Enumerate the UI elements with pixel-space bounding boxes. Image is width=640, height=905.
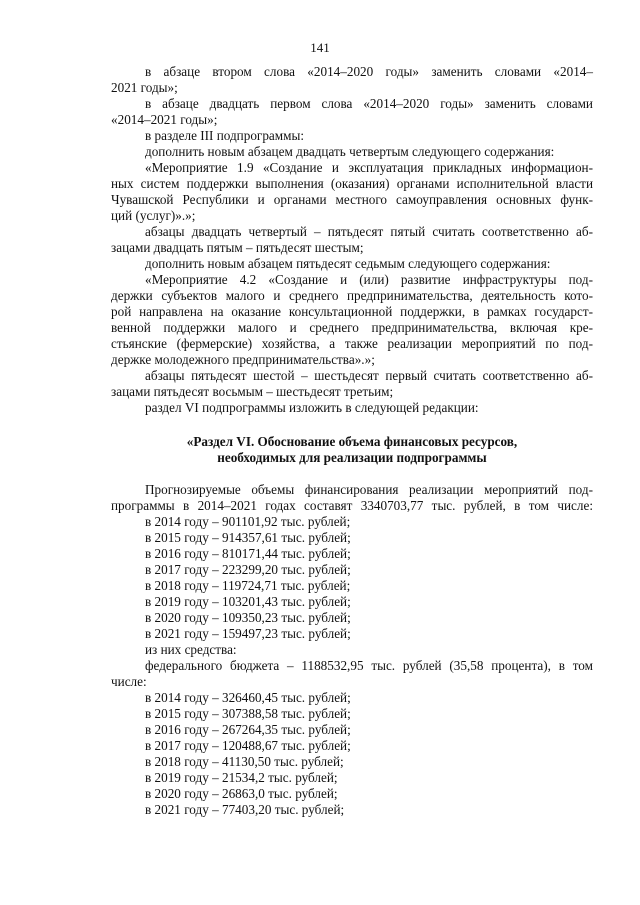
paragraph-line: 2021 годы»;: [111, 80, 178, 95]
body-line: программы в 2014–2021 годах составят 3340703,77 тыс. рублей, в том числе:: [111, 498, 593, 513]
year-amount-line: в 2018 году – 119724,71 тыс. рублей;: [145, 578, 351, 593]
paragraph-line: ных систем поддержки выполнения (оказания) органами исполнительной власти: [111, 176, 593, 191]
year-amount-line: в 2019 году – 103201,43 тыс. рублей;: [145, 594, 351, 609]
paragraph-line: раздел VI подпрограммы изложить в следующей редакции:: [145, 400, 479, 415]
section-heading-line-1: «Раздел VI. Обоснование объема финансовых ресурсов,: [186, 434, 518, 449]
body-line: федерального бюджета – 1188532,95 тыс. рублей (35,58 процента), в том: [145, 658, 593, 673]
year-amount-line: в 2021 году – 159497,23 тыс. рублей;: [145, 626, 351, 641]
year-amount-line: в 2021 году – 77403,20 тыс. рублей;: [145, 802, 345, 817]
paragraph-line: «Мероприятие 1.9 «Создание и эксплуатация прикладных информацион-: [145, 160, 593, 175]
paragraph-line: Чувашской Республики и органами местного самоуправления основных функ-: [111, 192, 593, 207]
body-line: числе:: [111, 674, 147, 689]
year-amount-line: в 2017 году – 120488,67 тыс. рублей;: [145, 738, 351, 753]
paragraph-line: дополнить новым абзацем двадцать четвертым следующего содержания:: [145, 144, 555, 159]
year-amount-line: в 2016 году – 810171,44 тыс. рублей;: [145, 546, 351, 561]
paragraph-line: в абзаце двадцать первом слова «2014–2020 годы» заменить словами: [145, 96, 593, 111]
year-amount-line: в 2015 году – 307388,58 тыс. рублей;: [145, 706, 351, 721]
paragraph-line: зацами двадцать пятым – пятьдесят шестым;: [111, 240, 364, 255]
paragraph-line: рой направлена на оказание консультационной поддержки, в рамках государст-: [111, 304, 593, 319]
year-amount-line: в 2015 году – 914357,61 тыс. рублей;: [145, 530, 351, 545]
paragraph-line: «Мероприятие 4.2 «Создание и (или) развитие инфраструктуры под-: [145, 272, 593, 287]
paragraph-line: держки субъектов малого и среднего предпринимательства, деятельность кото-: [111, 288, 593, 303]
year-amount-line: в 2020 году – 26863,0 тыс. рублей;: [145, 786, 338, 801]
body-line: из них средства:: [145, 642, 237, 657]
paragraph-line: «2014–2021 годы»;: [111, 112, 218, 127]
year-amount-line: в 2019 году – 21534,2 тыс. рублей;: [145, 770, 338, 785]
paragraph-line: в абзаце втором слова «2014–2020 годы» заменить словами «2014–: [145, 64, 593, 79]
paragraph-line: зацами пятьдесят восьмым – шестьдесят третьим;: [111, 384, 394, 399]
section-heading-line-2: необходимых для реализации подпрограммы: [217, 450, 487, 465]
paragraph-line: стьянские (фермерские) хозяйства, а также реализации мероприятий по под-: [111, 336, 593, 351]
paragraph-line: абзацы двадцать четвертый – пятьдесят пятый считать соответственно аб-: [145, 224, 593, 239]
paragraph-line: дополнить новым абзацем пятьдесят седьмым следующего содержания:: [145, 256, 551, 271]
paragraph-line: в разделе III подпрограммы:: [145, 128, 305, 143]
paragraph-line: ций (услуг)».»;: [111, 208, 196, 223]
year-amount-line: в 2014 году – 326460,45 тыс. рублей;: [145, 690, 351, 705]
year-amount-line: в 2020 году – 109350,23 тыс. рублей;: [145, 610, 351, 625]
body-line: Прогнозируемые объемы финансирования реализации мероприятий под-: [145, 482, 593, 497]
year-amount-line: в 2017 году – 223299,20 тыс. рублей;: [145, 562, 351, 577]
paragraph-line: держке молодежного предпринимательства».»;: [111, 352, 375, 367]
year-amount-line: в 2018 году – 41130,50 тыс. рублей;: [145, 754, 344, 769]
year-amount-line: в 2014 году – 901101,92 тыс. рублей;: [145, 514, 351, 529]
paragraph-line: венной поддержки малого и среднего предпринимательства, включая кре-: [111, 320, 593, 335]
year-amount-line: в 2016 году – 267264,35 тыс. рублей;: [145, 722, 351, 737]
paragraph-line: абзацы пятьдесят шестой – шестьдесят первый считать соответственно аб-: [145, 368, 593, 383]
page-number: 141: [310, 40, 330, 55]
